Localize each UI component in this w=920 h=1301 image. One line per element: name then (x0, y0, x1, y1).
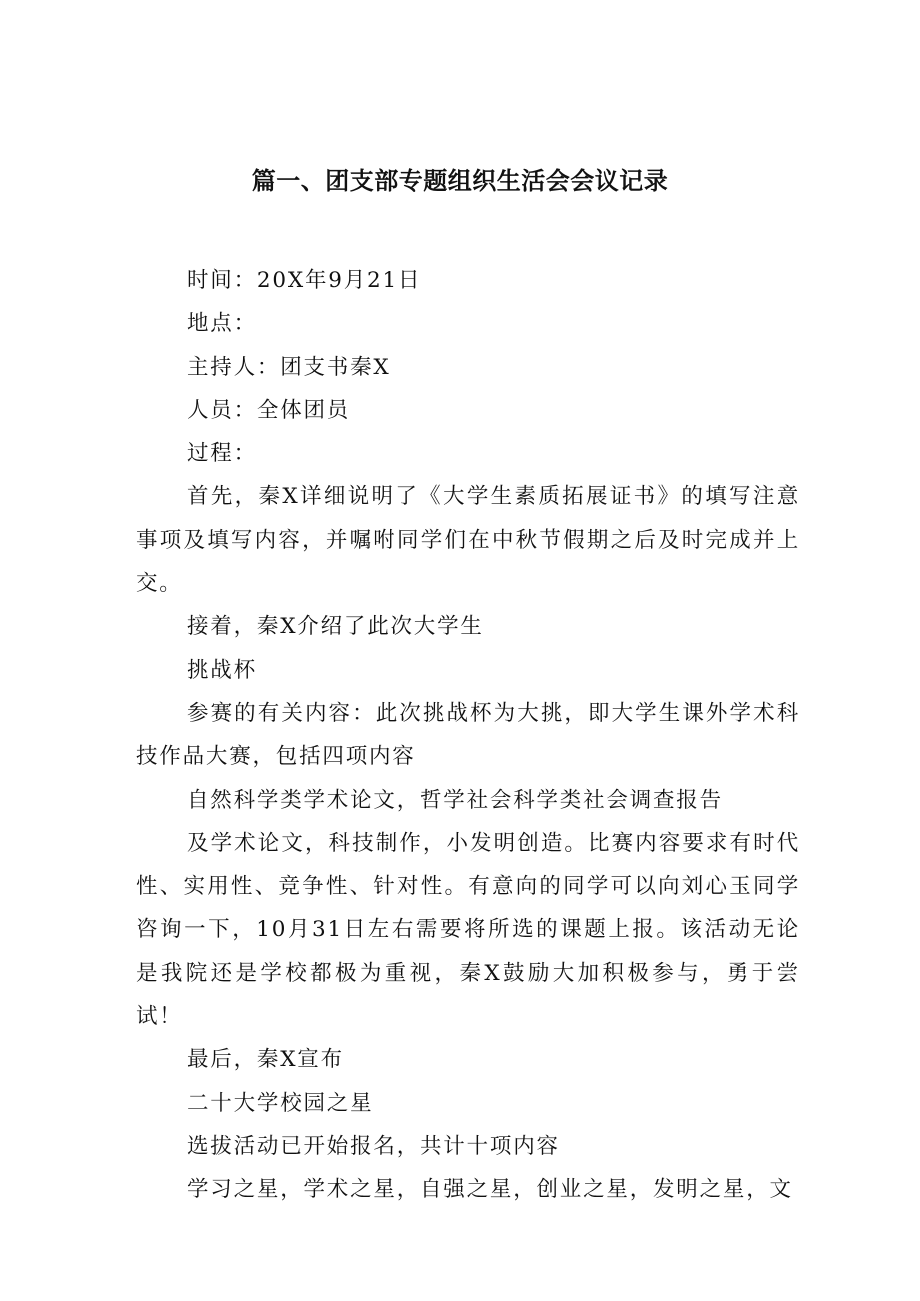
paragraph-selection: 选拔活动已开始报名，共计十项内容 (187, 1133, 560, 1159)
document-body (136, 259, 800, 1212)
meeting-host: 主持人：团支书秦X (187, 354, 391, 380)
paragraph-finally: 最后，秦X宣布 (187, 1047, 344, 1073)
meeting-location: 地点： (187, 311, 257, 337)
paragraph-contest-content: 参赛的有关内容：此次挑战杯为大挑，即大学生课外学术科技作品大赛，包括四项内容 (136, 700, 800, 770)
paragraph-contest-requirements: 及学术论文，科技制作，小发明创造。比赛内容要求有时代性、实用性、竞争性、针对性。有意向的同学可以向刘心玉同学咨询一下，10月31日左右需要将所选的课题上报。该活动无论是我院还是学校都极为重视，秦X鼓励大加积极参与，勇于尝试！ (136, 830, 800, 1030)
paragraph-next: 接着，秦X介绍了此次大学生 (187, 614, 484, 640)
document-title: 篇一、团支部专题组织生活会会议记录 (251, 167, 669, 195)
paragraph-campus-stars: 二十大学校园之星 (187, 1090, 374, 1116)
paragraph-challenge-cup: 挑战杯 (187, 657, 257, 683)
meeting-time: 时间：20X年9月21日 (187, 268, 422, 293)
meeting-attendees: 人员：全体团员 (187, 397, 351, 423)
paragraph-contest-categories: 自然科学类学术论文，哲学社会科学类社会调查报告 (187, 787, 723, 813)
meeting-process-label: 过程： (187, 441, 257, 467)
paragraph-first: 首先，秦X详细说明了《大学生素质拓展证书》的填写注意事项及填写内容，并嘱咐同学们在中秋节假期之后及时完成并上交。 (136, 484, 800, 597)
paragraph-star-list: 学习之星，学术之星，自强之星，创业之星，发明之星，文 (187, 1177, 793, 1203)
